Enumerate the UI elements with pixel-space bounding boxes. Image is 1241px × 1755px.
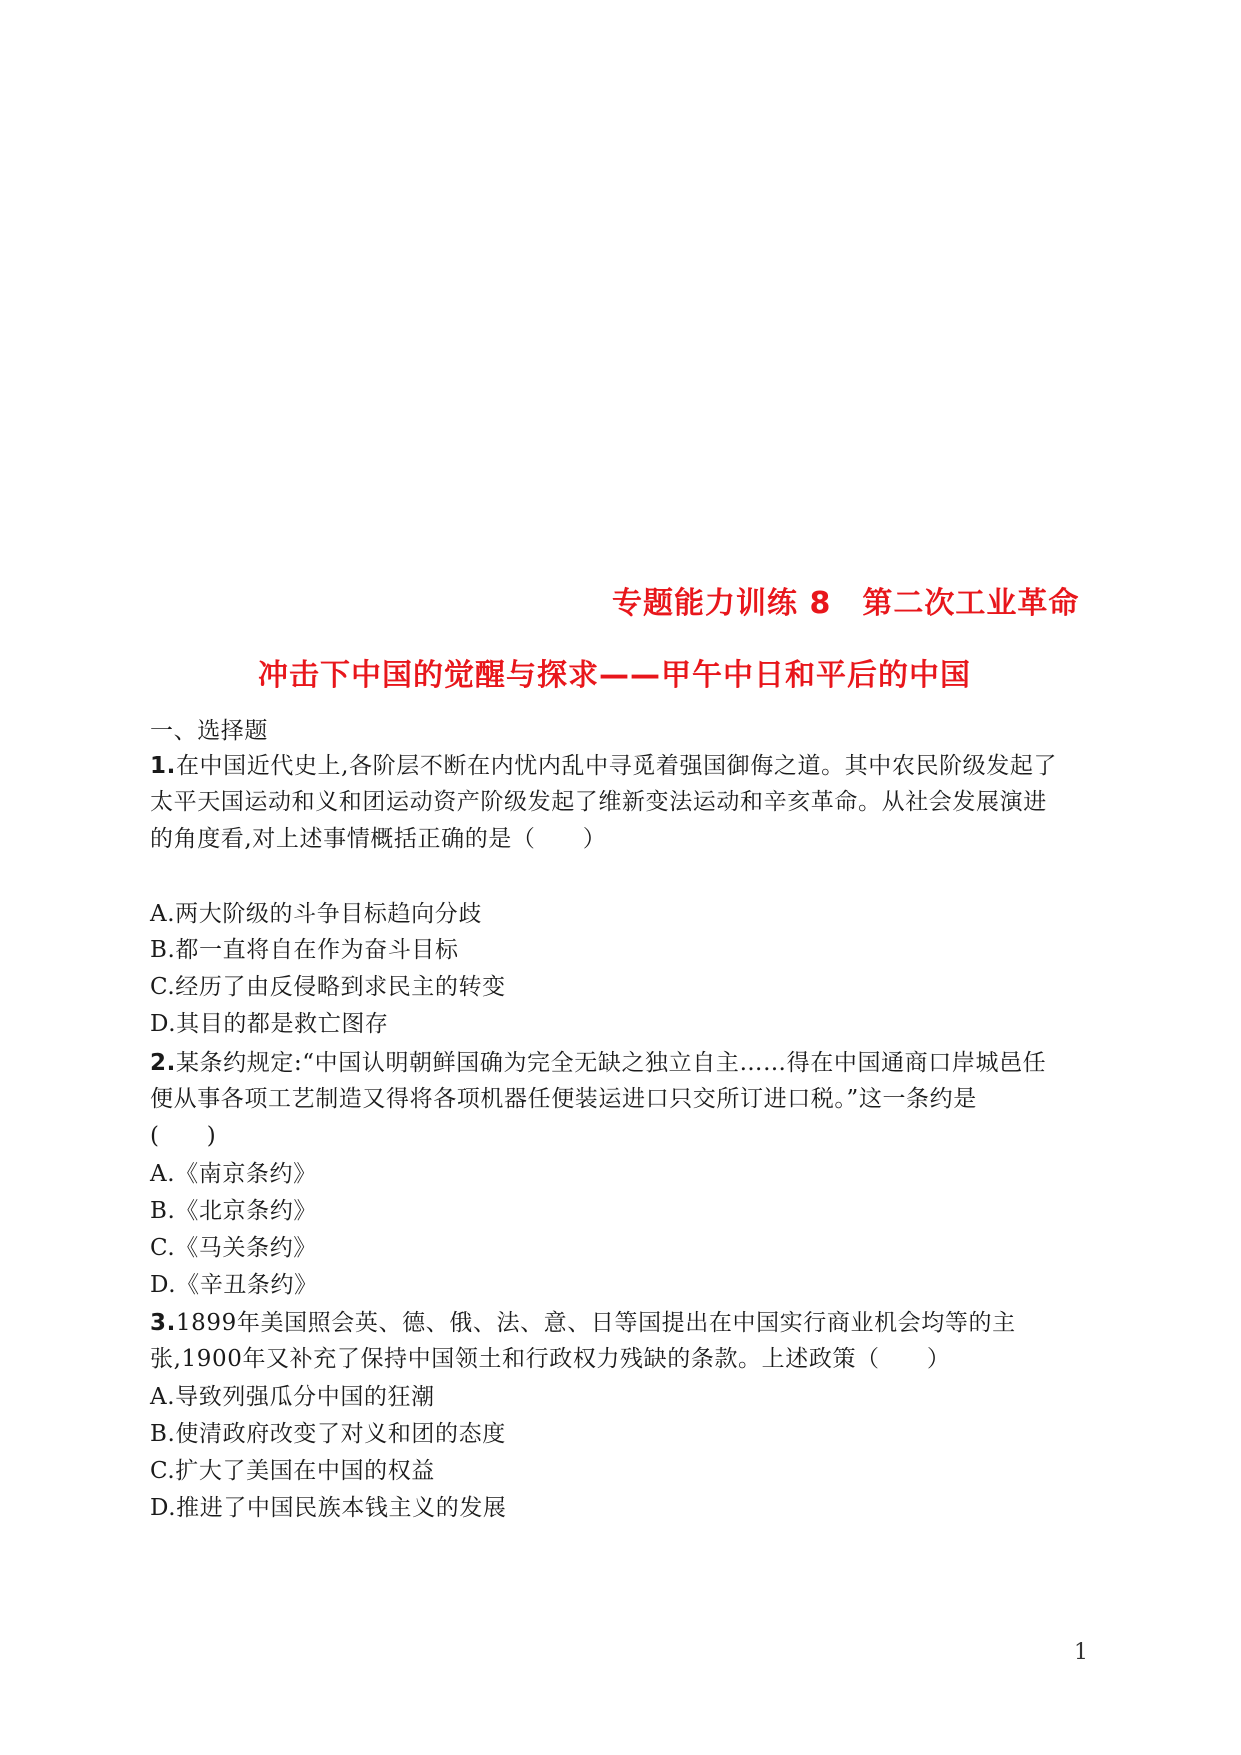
question-1-line-3: 的角度看,对上述事情概括正确的是（ ） [150,826,607,852]
title-line-1: 专题能力训练 8 第二次工业革命 [612,586,1080,621]
question-3-stem-1: 1899年美国照会英、德、俄、法、意、日等国提出在中国实行商业机会均等的主 [175,1310,1016,1336]
question-3-option-d: D.推进了中国民族本钱主义的发展 [150,1495,507,1521]
question-3-line-1 [150,1309,1016,1337]
question-1-line-1 [150,752,1057,780]
question-2-number: 2. [150,1050,176,1076]
question-2-option-c: C.《马关条约》 [150,1235,317,1261]
section-heading: 一、选择题 [150,718,268,744]
question-2-option-d: D.《辛丑条约》 [150,1272,318,1298]
question-1-number: 1. [150,753,176,779]
question-3-option-a: A.导致列强瓜分中国的狂潮 [150,1384,435,1410]
question-1-option-c: C.经历了由反侵略到求民主的转变 [150,974,506,1000]
question-2-stem-1: 某条约规定:“中国认明朝鲜国确为完全无缺之独立自主……得在中国通商口岸城邑任 [175,1050,1047,1076]
question-1-stem-1: 在中国近代史上,各阶层不断在内忧内乱中寻觅着强国御侮之道。其中农民阶级发起了 [175,753,1058,779]
question-3-number: 3. [150,1310,176,1336]
question-1-option-d: D.其目的都是救亡图存 [150,1011,389,1037]
question-1-line-2: 太平天国运动和义和团运动资产阶级发起了维新变法运动和辛亥革命。从社会发展演进 [150,789,1047,815]
page-number: 1 [1074,1640,1088,1665]
question-2-option-b: B.《北京条约》 [150,1198,318,1224]
question-2-line-2: 便从事各项工艺制造又得将各项机器任便装运进口只交所订进口税。”这一条约是 [150,1086,977,1112]
question-3-option-b: B.使清政府改变了对义和团的态度 [150,1421,506,1447]
question-2-line-1 [150,1049,1046,1077]
question-2-line-3: ( ) [150,1123,217,1149]
question-1-option-b: B.都一直将自在作为奋斗目标 [150,937,459,963]
question-3-line-2: 张,1900年又补充了保持中国领土和行政权力残缺的条款。上述政策（ ） [150,1346,951,1372]
title-line-2: 冲击下中国的觉醒与探求——甲午中日和平后的中国 [258,658,971,693]
question-2-option-a: A.《南京条约》 [150,1161,317,1187]
question-3-option-c: C.扩大了美国在中国的权益 [150,1458,435,1484]
question-1-option-a: A.两大阶级的斗争目标趋向分歧 [150,901,482,927]
